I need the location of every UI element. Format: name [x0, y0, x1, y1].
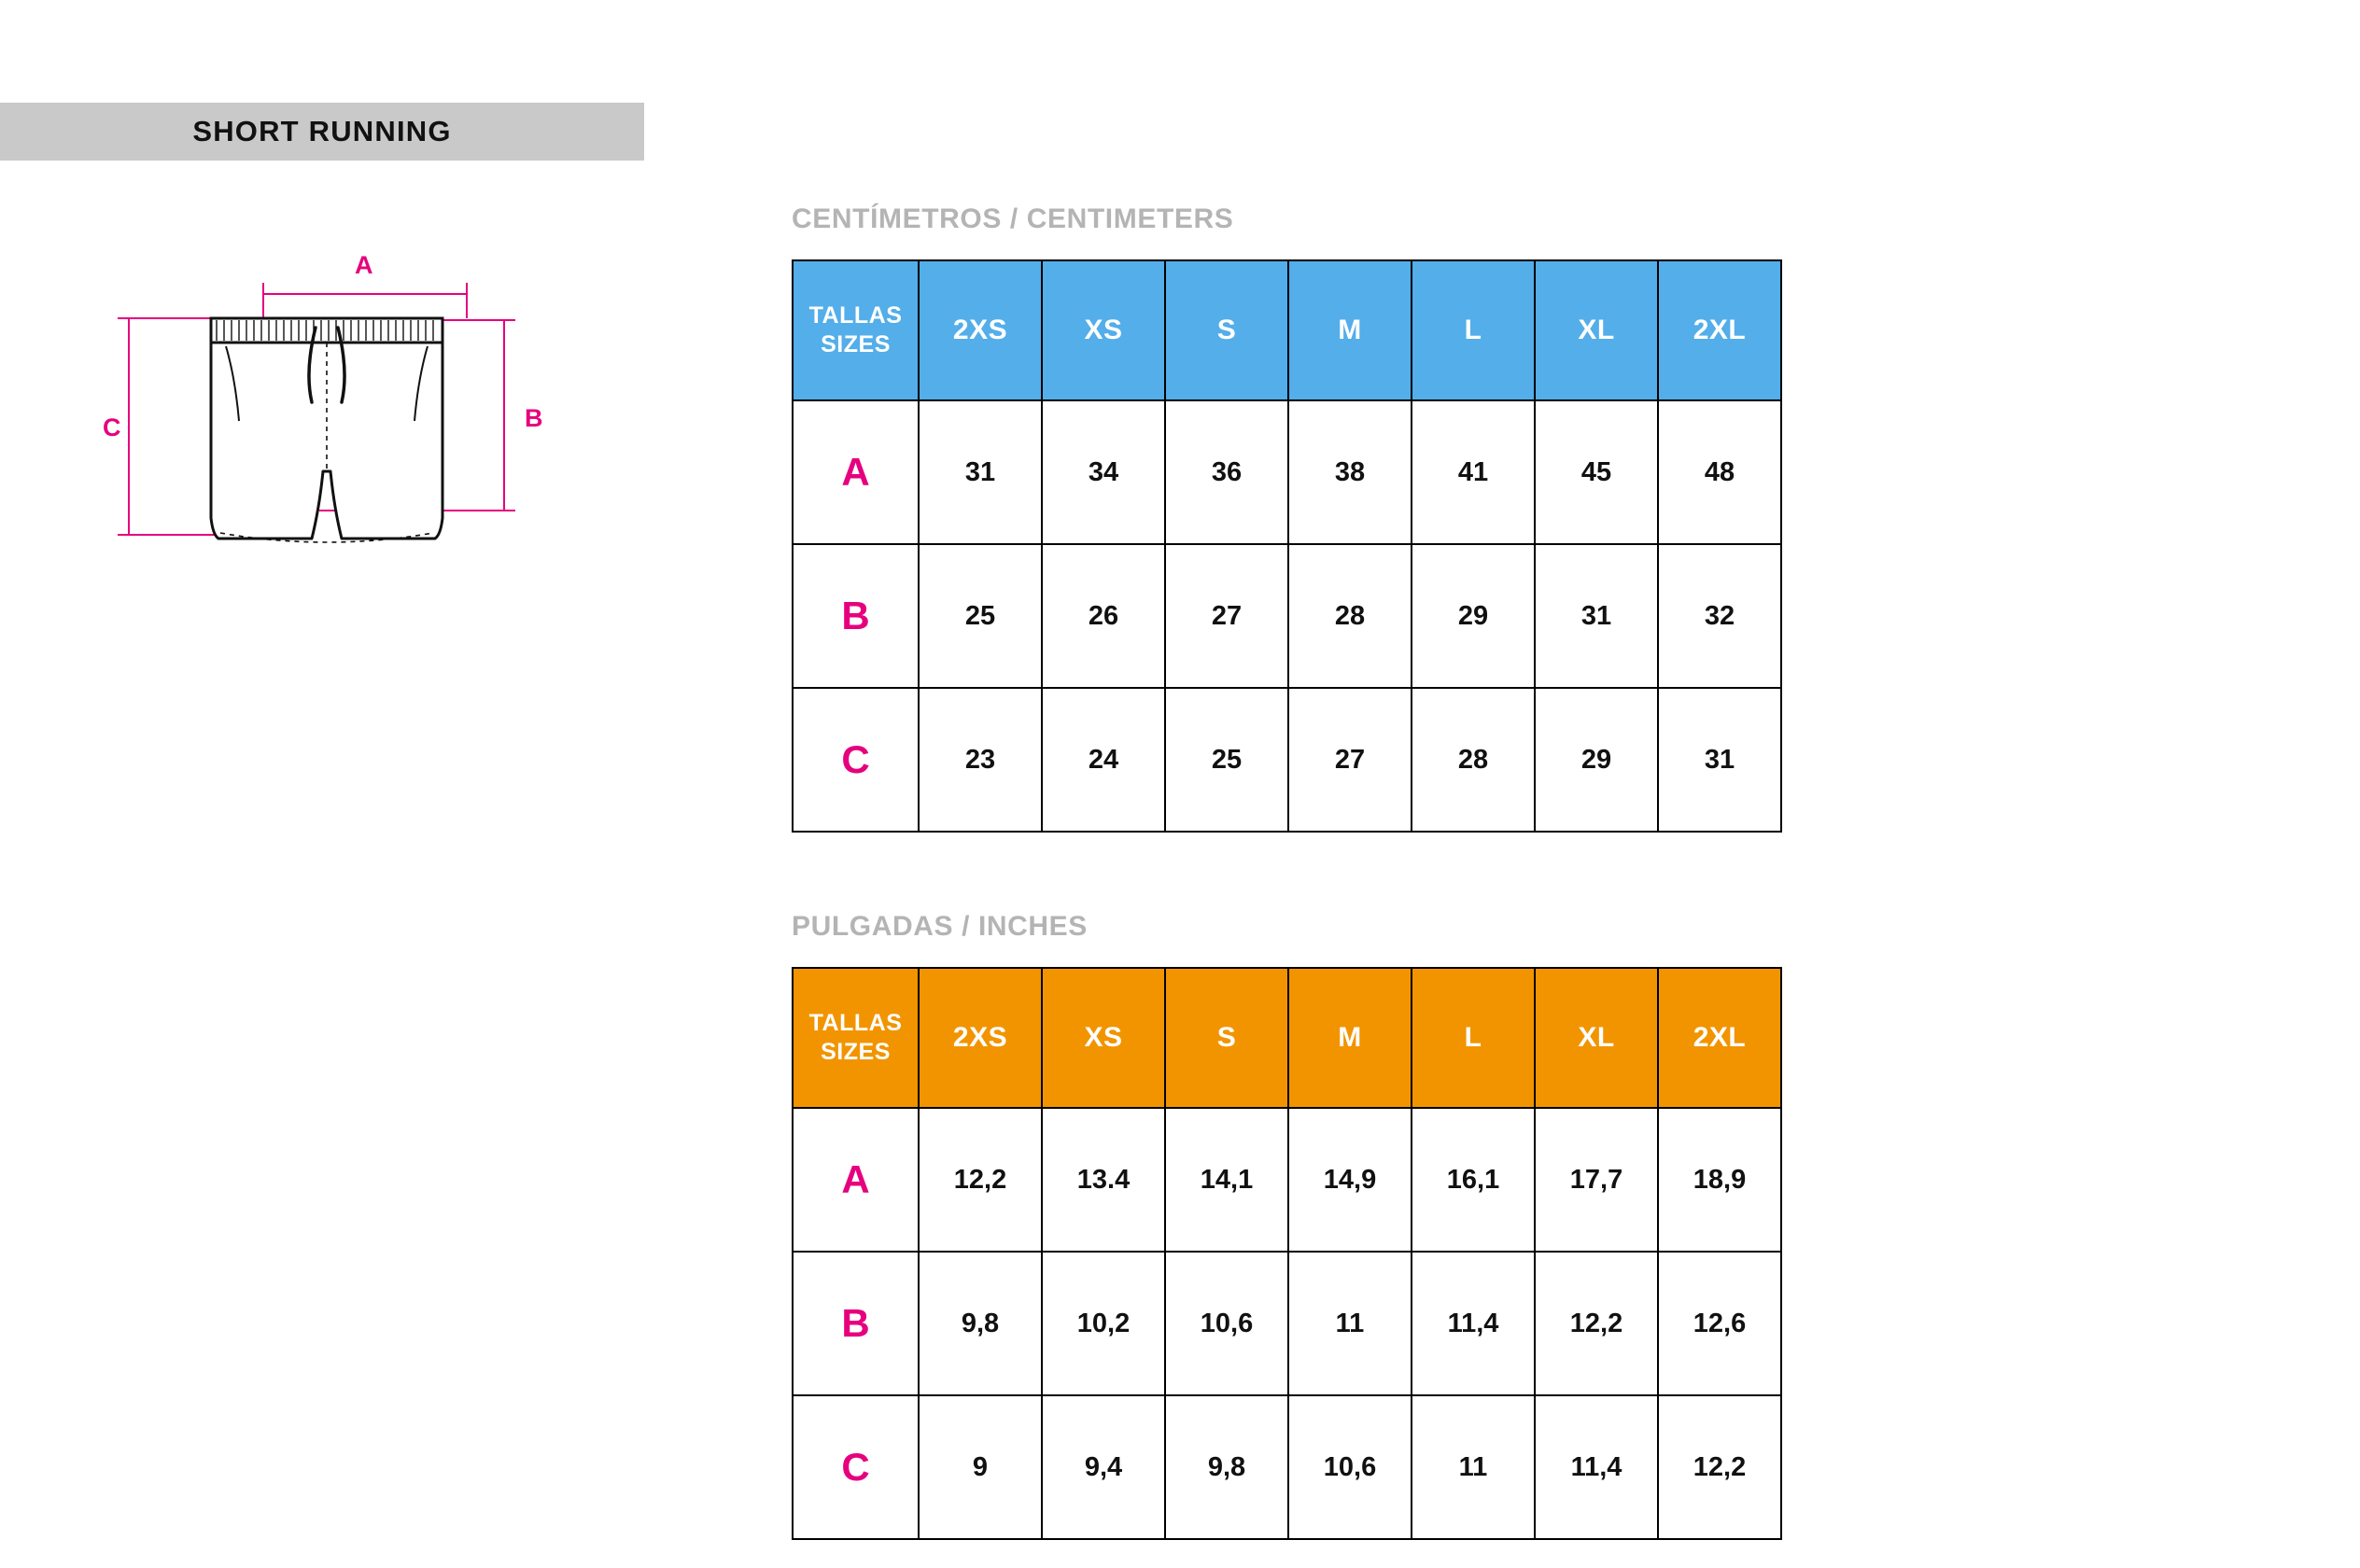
- cell-c-2xs: 23: [919, 688, 1042, 832]
- column-header-xl: XL: [1535, 968, 1658, 1108]
- column-header-2xs: 2XS: [919, 968, 1042, 1108]
- row-label-c: C: [793, 1395, 919, 1539]
- column-header-2xl: 2XL: [1658, 968, 1781, 1108]
- row-label-b: B: [793, 1252, 919, 1395]
- cell-c-m: 10,6: [1288, 1395, 1412, 1539]
- cell-c-2xl: 31: [1658, 688, 1781, 832]
- cell-b-m: 28: [1288, 544, 1412, 688]
- column-header-s: S: [1165, 260, 1288, 400]
- cell-b-xl: 31: [1535, 544, 1658, 688]
- column-header-2xl: 2XL: [1658, 260, 1781, 400]
- cell-a-l: 16,1: [1412, 1108, 1535, 1252]
- cell-a-2xl: 18,9: [1658, 1108, 1781, 1252]
- row-label-b: B: [793, 544, 919, 688]
- cell-b-2xs: 9,8: [919, 1252, 1042, 1395]
- corner-header-line1: TALLAS: [808, 1009, 903, 1036]
- cell-a-m: 38: [1288, 400, 1412, 544]
- cell-a-l: 41: [1412, 400, 1535, 544]
- cell-c-s: 9,8: [1165, 1395, 1288, 1539]
- column-header-s: S: [1165, 968, 1288, 1108]
- cell-b-2xl: 12,6: [1658, 1252, 1781, 1395]
- cell-b-s: 27: [1165, 544, 1288, 688]
- cell-a-xs: 34: [1042, 400, 1165, 544]
- table-header-row: [793, 968, 1781, 1108]
- column-header-xs: XS: [1042, 968, 1165, 1108]
- cell-a-2xs: 31: [919, 400, 1042, 544]
- size-table-centimeters: [792, 259, 1782, 833]
- cell-c-xs: 24: [1042, 688, 1165, 832]
- section-label-inches: PULGADAS / INCHES: [792, 911, 1088, 942]
- table-row: [793, 1108, 1781, 1252]
- cell-b-l: 29: [1412, 544, 1535, 688]
- cell-b-xs: 26: [1042, 544, 1165, 688]
- cell-b-xl: 12,2: [1535, 1252, 1658, 1395]
- cell-a-xl: 17,7: [1535, 1108, 1658, 1252]
- section-label-centimeters: CENTÍMETROS / CENTIMETERS: [792, 203, 1234, 234]
- cell-a-s: 14,1: [1165, 1108, 1288, 1252]
- cell-a-xl: 45: [1535, 400, 1658, 544]
- cell-b-l: 11,4: [1412, 1252, 1535, 1395]
- page-title: SHORT RUNNING: [192, 115, 452, 147]
- column-header-m: M: [1288, 968, 1412, 1108]
- page-title-banner: [0, 103, 644, 161]
- table-row: [793, 688, 1781, 832]
- column-header-m: M: [1288, 260, 1412, 400]
- cell-c-2xs: 9: [919, 1395, 1042, 1539]
- cell-c-xl: 11,4: [1535, 1395, 1658, 1539]
- dimension-label-a: A: [355, 251, 373, 279]
- garment-illustration: [103, 238, 738, 695]
- cell-a-s: 36: [1165, 400, 1288, 544]
- table-row: [793, 400, 1781, 544]
- row-label-a: A: [793, 1108, 919, 1252]
- cell-c-l: 11: [1412, 1395, 1535, 1539]
- cell-a-2xl: 48: [1658, 400, 1781, 544]
- cell-b-s: 10,6: [1165, 1252, 1288, 1395]
- row-label-a: A: [793, 400, 919, 544]
- corner-header-line2: SIZES: [821, 331, 891, 357]
- column-header-l: L: [1412, 260, 1535, 400]
- corner-header-line2: SIZES: [821, 1039, 891, 1065]
- cell-b-xs: 10,2: [1042, 1252, 1165, 1395]
- table-corner-header: [793, 260, 919, 400]
- dimension-label-b: B: [525, 404, 543, 432]
- cell-b-2xl: 32: [1658, 544, 1781, 688]
- cell-a-m: 14,9: [1288, 1108, 1412, 1252]
- cell-c-m: 27: [1288, 688, 1412, 832]
- column-header-l: L: [1412, 968, 1535, 1108]
- row-label-c: C: [793, 688, 919, 832]
- column-header-xs: XS: [1042, 260, 1165, 400]
- dimension-label-c: C: [103, 413, 121, 441]
- table-row: [793, 1395, 1781, 1539]
- table-header-row: [793, 260, 1781, 400]
- cell-a-2xs: 12,2: [919, 1108, 1042, 1252]
- cell-b-2xs: 25: [919, 544, 1042, 688]
- cell-c-l: 28: [1412, 688, 1535, 832]
- cell-c-xl: 29: [1535, 688, 1658, 832]
- table-row: [793, 544, 1781, 688]
- cell-c-2xl: 12,2: [1658, 1395, 1781, 1539]
- cell-c-s: 25: [1165, 688, 1288, 832]
- table-corner-header: [793, 968, 919, 1108]
- cell-b-m: 11: [1288, 1252, 1412, 1395]
- table-row: [793, 1252, 1781, 1395]
- size-table-inches: [792, 967, 1782, 1540]
- corner-header-line1: TALLAS: [808, 301, 903, 329]
- cell-c-xs: 9,4: [1042, 1395, 1165, 1539]
- column-header-xl: XL: [1535, 260, 1658, 400]
- cell-a-xs: 13.4: [1042, 1108, 1165, 1252]
- column-header-2xs: 2XS: [919, 260, 1042, 400]
